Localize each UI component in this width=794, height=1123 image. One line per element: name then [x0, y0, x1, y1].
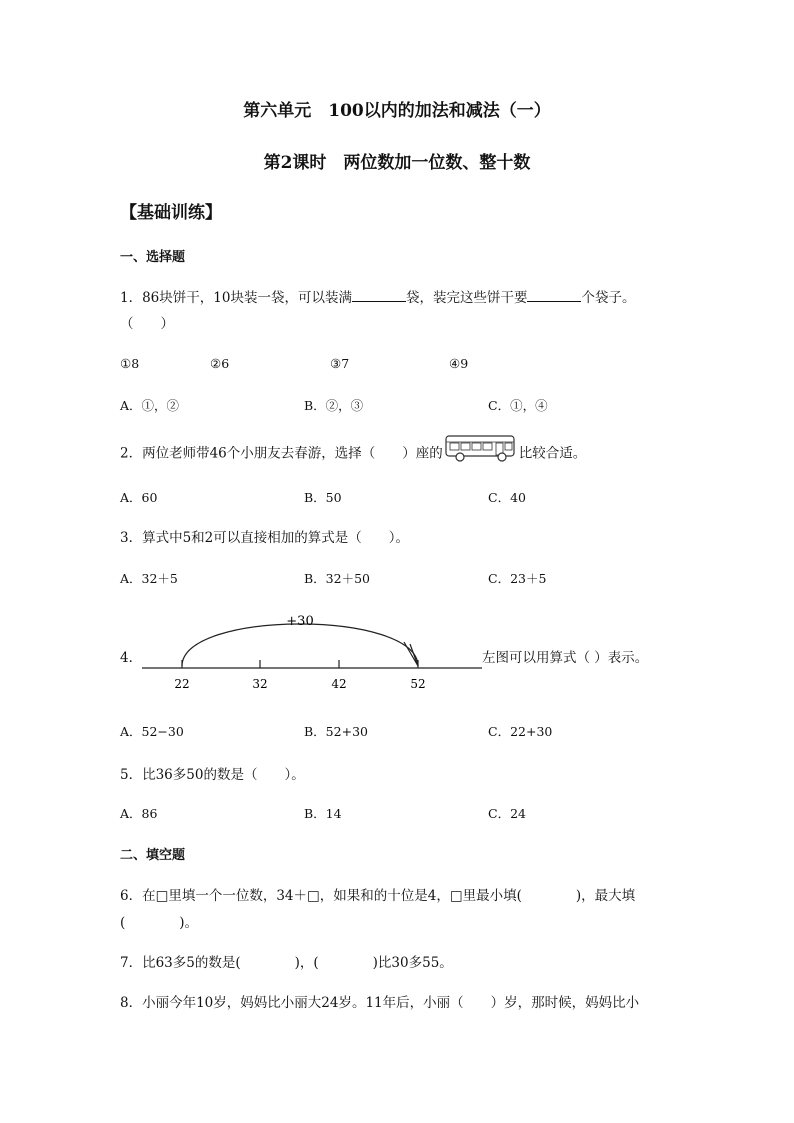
arc-label: +30 — [286, 614, 314, 629]
q4-option-a[interactable]: A．52−30 — [120, 724, 184, 739]
q1-option-b[interactable]: B．②，③ — [304, 398, 364, 413]
q1-item-4: ④9 — [449, 356, 469, 371]
question-6-line-2: ( )。 — [120, 915, 199, 931]
q2-option-a[interactable]: A．60 — [120, 490, 158, 505]
q4-number: 4． — [120, 650, 143, 666]
part2-heading: 二、填空题 — [120, 848, 186, 863]
q3-option-b[interactable]: B．32＋50 — [304, 571, 370, 586]
question-7: 7．比63多5的数是( )，( )比30多55。 — [120, 955, 453, 971]
arc-arrowhead — [404, 642, 418, 666]
q5-option-c[interactable]: C．24 — [488, 806, 526, 821]
q1-text-b: 袋，装完这些饼干要 — [405, 290, 528, 306]
q5-option-a[interactable]: A．86 — [120, 806, 158, 821]
q1-item-1: ①8 — [120, 356, 140, 371]
q2-text-a: 2．两位老师带46个小朋友去春游，选择（ ）座的 — [120, 445, 443, 462]
lesson-title: 第2课时 两位数加一位数、整十数 — [263, 153, 531, 173]
tick-label-42: 42 — [331, 677, 347, 691]
q1-item-3: ③7 — [330, 356, 350, 371]
q2-option-c[interactable]: C．40 — [488, 490, 526, 505]
question-1 — [120, 286, 635, 306]
q1-blank-1 — [352, 289, 406, 302]
question-6-line-1: 6．在□里填一个一位数，34＋□，如果和的十位是4，□里最小填( )，最大填 — [120, 888, 636, 904]
q3-option-a[interactable]: A．32＋5 — [120, 571, 178, 586]
question-8: 8．小丽今年10岁，妈妈比小丽大24岁。11年后，小丽（ ）岁，那时候，妈妈比小 — [120, 995, 640, 1011]
bus-icon — [445, 434, 517, 468]
tick-label-52: 52 — [410, 677, 426, 691]
question-2 — [120, 440, 586, 468]
q1-option-a[interactable]: A．①，② — [120, 398, 180, 413]
part1-heading: 一、选择题 — [120, 250, 186, 265]
tick-label-22: 22 — [174, 677, 190, 691]
q4-option-b[interactable]: B．52+30 — [304, 724, 368, 739]
section-title: 【基础训练】 — [120, 203, 222, 223]
q2-option-b[interactable]: B．50 — [304, 490, 342, 505]
q1-option-c[interactable]: C．①，④ — [488, 398, 548, 413]
q1-item-2: ②6 — [210, 356, 230, 371]
q5-option-b[interactable]: B．14 — [304, 806, 342, 821]
question-5: 5．比36多50的数是（ ）。 — [120, 767, 305, 783]
tick-label-32: 32 — [252, 677, 268, 691]
q1-text-c: 个袋子。 — [581, 290, 636, 306]
q4-option-c[interactable]: C．22+30 — [488, 724, 553, 739]
number-line-diagram — [130, 604, 490, 694]
q2-text-b: 比较合适。 — [518, 445, 587, 462]
unit-title: 第六单元 100以内的加法和减法（一） — [243, 101, 551, 121]
question-3: 3．算式中5和2可以直接相加的算式是（ ）。 — [120, 530, 410, 546]
q4-text: 左图可以用算式（ ）表示。 — [482, 650, 649, 666]
q3-option-c[interactable]: C．23＋5 — [488, 571, 547, 586]
jump-arc — [182, 624, 418, 666]
q1-text-a: 1．86块饼干，10块装一袋，可以装满 — [120, 290, 352, 306]
q1-blank-2 — [527, 289, 581, 302]
q1-paren: （ ） — [120, 316, 174, 332]
